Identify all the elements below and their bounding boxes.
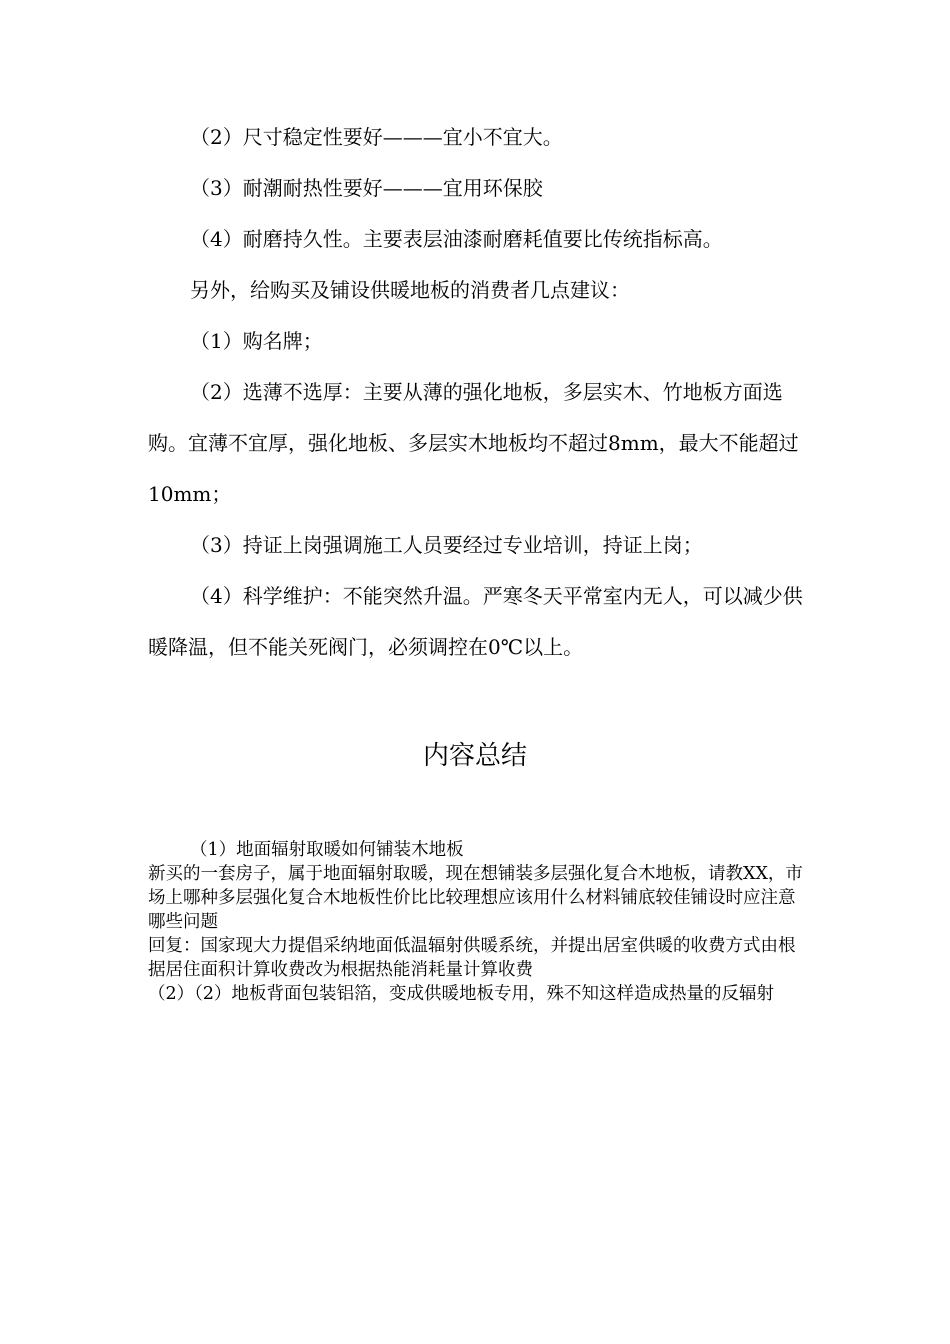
paragraph: （4）科学维护：不能突然升温。严寒冬天平常室内无人，可以减少供暖降温，但不能关死阀门，必须调控在0℃以上。 [148,584,803,659]
paragraph: 另外，给购买及铺设供暖地板的消费者几点建议： [190,278,630,302]
paragraph: （3）耐潮耐热性要好———宜用环保胶 [190,176,543,200]
paragraph: （4）耐磨持久性。主要表层油漆耐磨耗值要比传统指标高。 [190,227,723,251]
summary-line: 回复：国家现大力提倡采纳地面低温辐射供暖系统，并提出居室供暖的收费方式由根据居住面积计算收费改为根据热能消耗量计算收费 [148,936,796,980]
summary-section [148,838,808,1006]
body-text [148,112,808,673]
summary-line: （2）（2）地板背面包装铝箔，变成供暖地板专用，殊不知这样造成热量的反辐射 [148,984,775,1004]
paragraph: （2）尺寸稳定性要好———宜小不宜大。 [190,125,563,149]
paragraph: （1）购名牌； [190,329,323,353]
paragraph: （3）持证上岗强调施工人员要经过专业培训，持证上岗； [190,533,703,557]
summary-line: 新买的一套房子，属于地面辐射取暖，现在想铺装多层强化复合木地板，请教XX，市场上哪种多层强化复合木地板性价比比较理想应该用什么材料铺底较佳铺设时应注意哪些问题 [148,864,803,932]
summary-line: （1）地面辐射取暖如何铺装木地板 [190,840,464,860]
summary-title: 内容总结 [422,741,527,771]
paragraph: （2）选薄不选厚：主要从薄的强化地板，多层实木、竹地板方面选购。宜薄不宜厚，强化地板、多层实木地板均不超过8mm，最大不能超过10mm； [148,380,799,506]
